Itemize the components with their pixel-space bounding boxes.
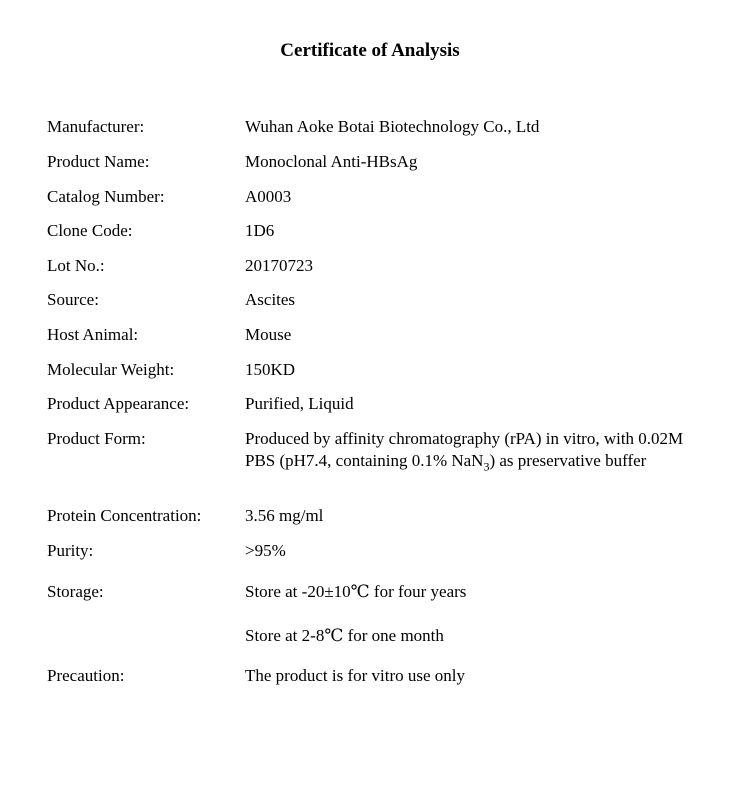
manufacturer-label: Manufacturer: — [47, 117, 145, 136]
precaution-value: The product is for vitro use only — [245, 666, 466, 685]
protein-concentration-label: Protein Concentration: — [47, 506, 202, 525]
product-form-text: Produced by affinity chromatography (rPA) in vitro, with 0.02M PBS (pH7.4, containing 0.1% NaN — [245, 429, 684, 470]
storage-value-line2: Store at 2-8℃ for one month — [245, 626, 444, 645]
product-form-label: Product Form: — [47, 429, 146, 448]
host-animal-value: Mouse — [245, 325, 292, 344]
product-name-value: Monoclonal Anti-HBsAg — [245, 152, 418, 171]
storage-value-line1: Store at -20±10℃ for four years — [245, 582, 467, 601]
product-name-label: Product Name: — [47, 152, 150, 171]
product-form-subscript: 3 — [483, 458, 490, 473]
catalog-number-value: A0003 — [245, 187, 292, 206]
manufacturer-value: Wuhan Aoke Botai Biotechnology Co., Ltd — [245, 117, 540, 136]
product-form-value — [245, 428, 705, 477]
molecular-weight-label: Molecular Weight: — [47, 360, 175, 379]
lot-no-label: Lot No.: — [47, 256, 105, 275]
clone-code-value: 1D6 — [245, 221, 275, 240]
document-title: Certificate of Analysis — [280, 40, 460, 61]
lot-no-value: 20170723 — [245, 256, 313, 275]
protein-concentration-value: 3.56 mg/ml — [245, 506, 324, 525]
purity-label: Purity: — [47, 541, 94, 560]
host-animal-label: Host Animal: — [47, 325, 139, 344]
precaution-label: Precaution: — [47, 666, 125, 685]
source-label: Source: — [47, 290, 99, 309]
product-appearance-label: Product Appearance: — [47, 394, 190, 413]
product-form-text-end: ) as preservative buffer — [489, 450, 647, 470]
catalog-number-label: Catalog Number: — [47, 187, 165, 206]
molecular-weight-value: 150KD — [245, 360, 296, 379]
purity-value: >95% — [245, 541, 286, 560]
storage-label: Storage: — [47, 582, 104, 601]
product-appearance-value: Purified, Liquid — [245, 394, 354, 413]
clone-code-label: Clone Code: — [47, 221, 133, 240]
source-value: Ascites — [245, 290, 296, 309]
